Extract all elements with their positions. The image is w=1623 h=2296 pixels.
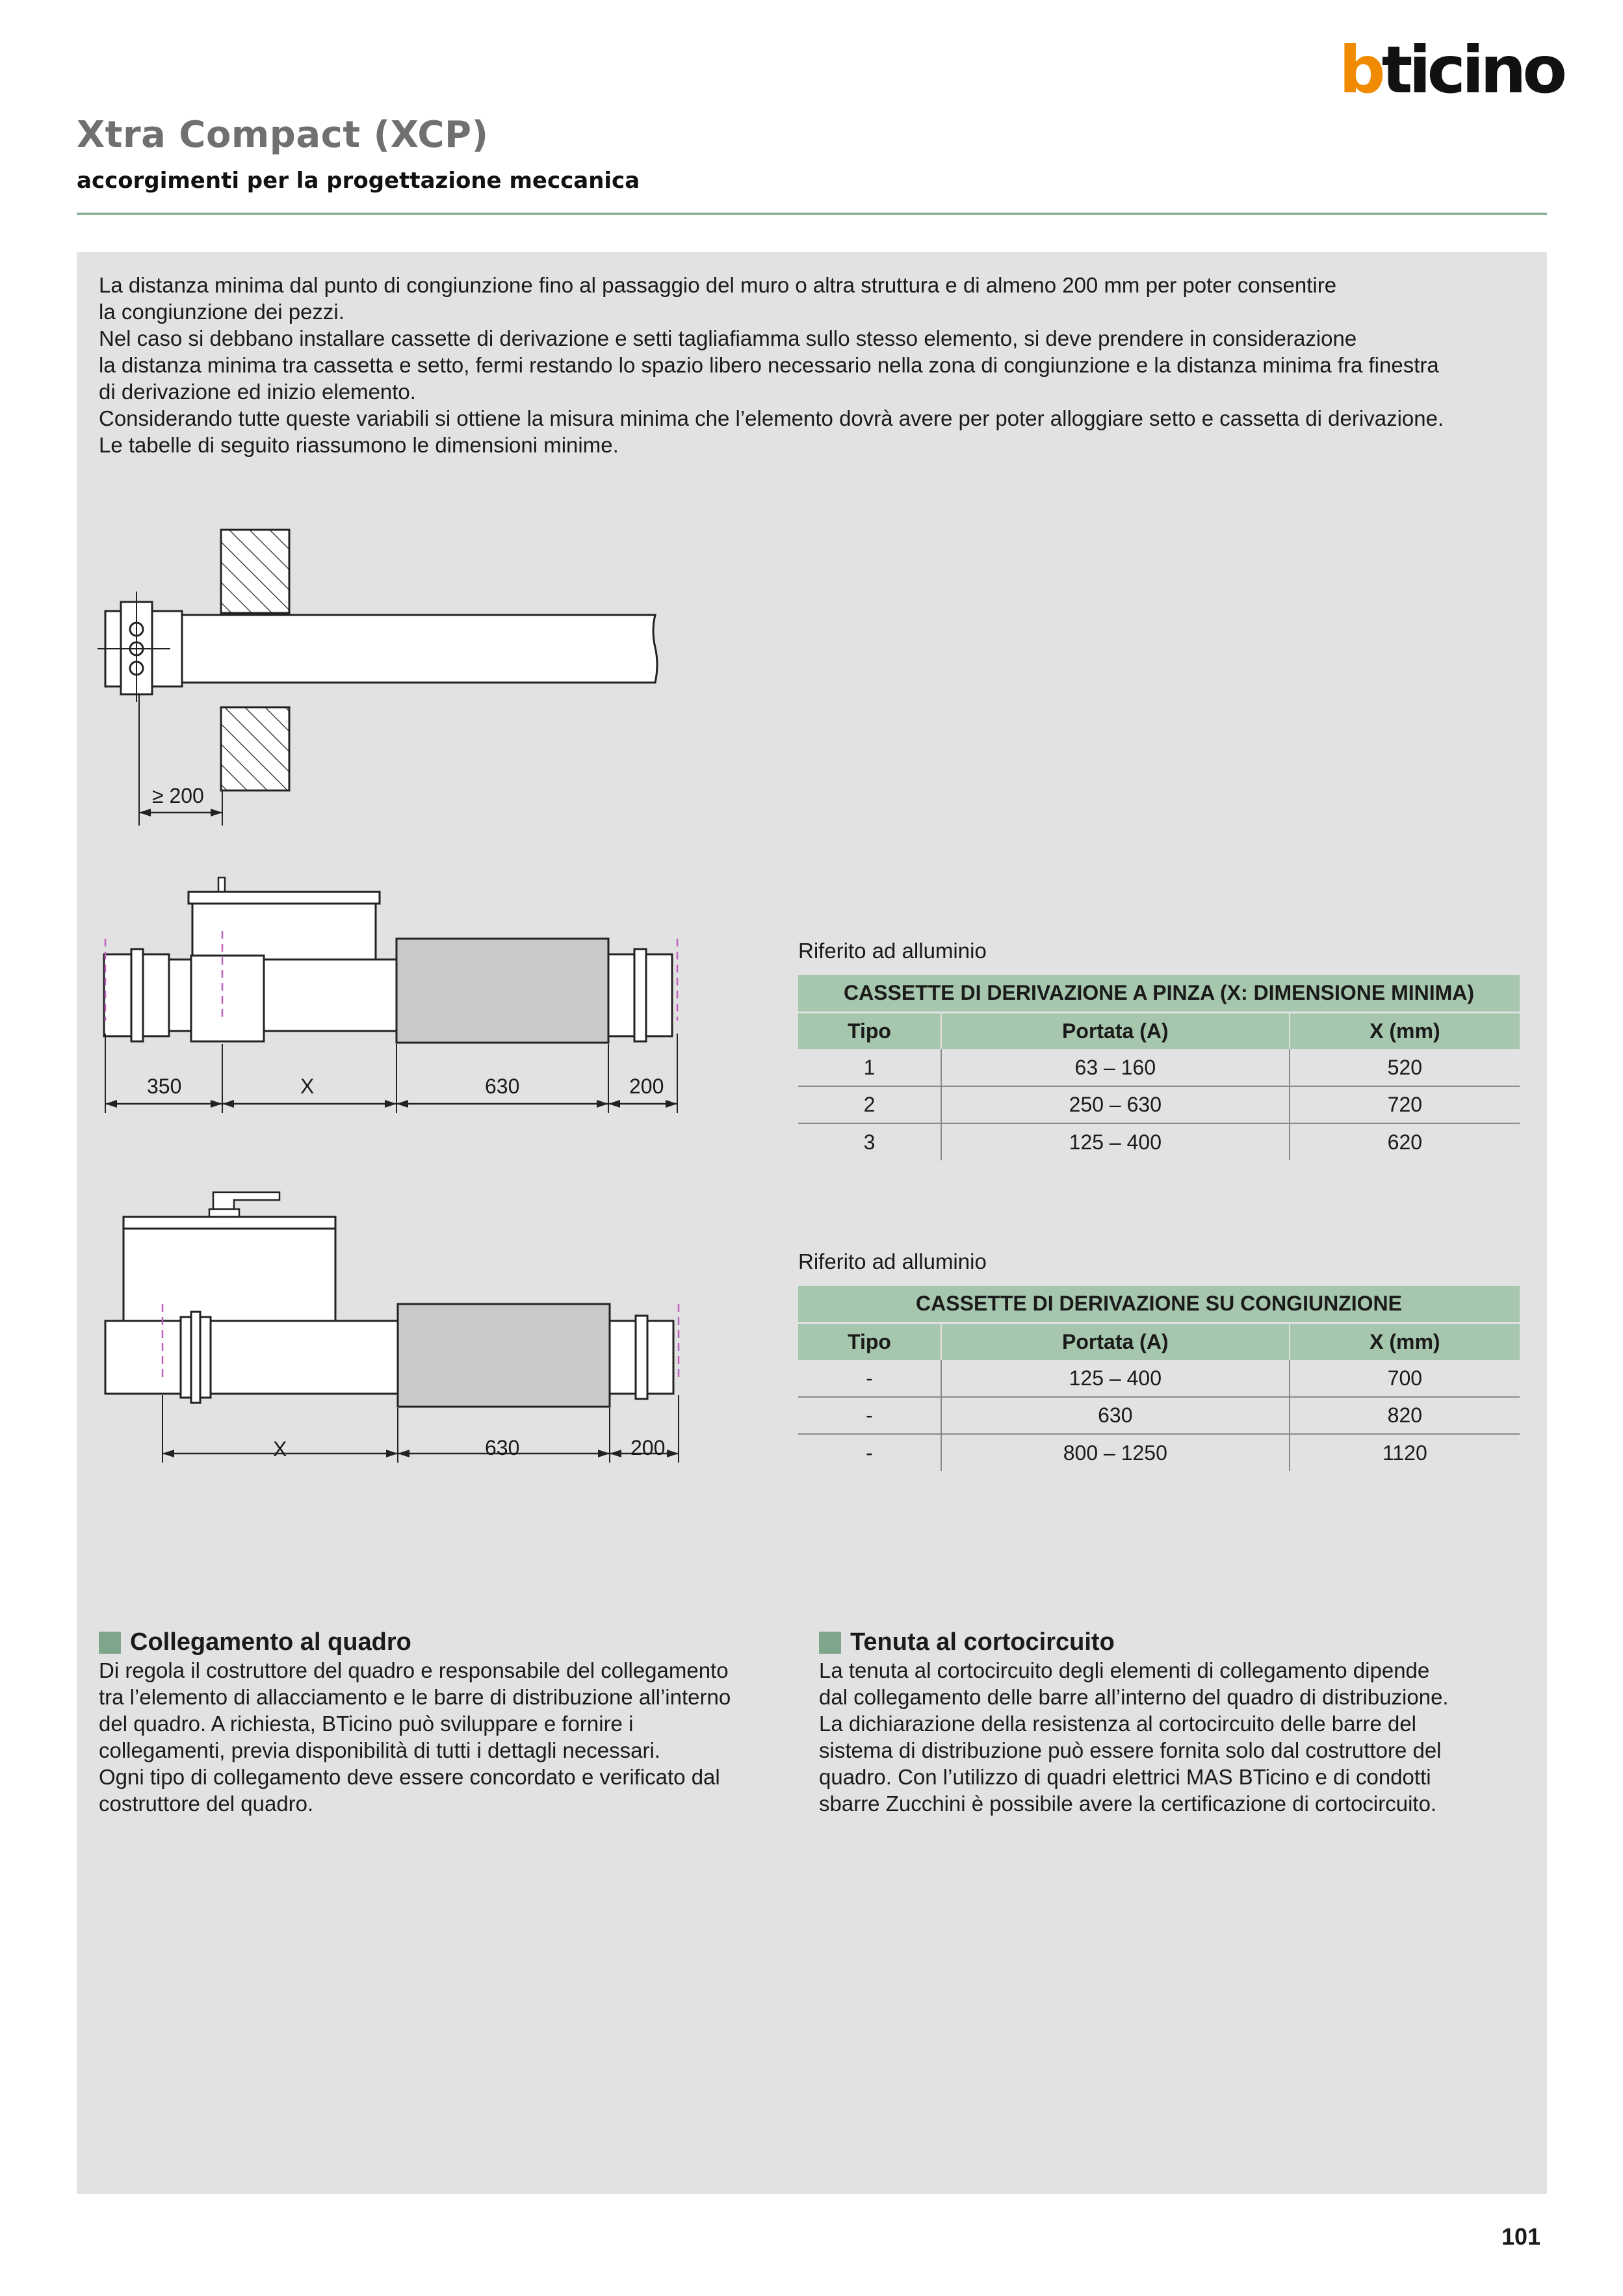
table1-header-tipo: Tipo <box>798 1012 941 1049</box>
clamp-dim-200: 200 <box>629 1075 664 1098</box>
table-cell: - <box>866 1441 873 1465</box>
table-cell: 3 <box>863 1130 876 1154</box>
section-tenuta-text: La tenuta al cortocircuito degli elementi di collegamento dipende dal collegamento delle barre all’interno del quadro di distribuzione. La dichiarazione della resistenza al cortocircuito delle barre del sistema di distribuzione può essere fornita solo dal costruttore del quadro. Con l’utilizzo di quadri elettrici MAS BTicino e di condotti sbarre Zucchini è possibile avere la certificazione di cortocircuito. <box>819 1658 1449 1816</box>
section-marker-icon <box>819 1632 841 1654</box>
wall-block-top <box>221 530 289 613</box>
table2-header-x: X (mm) <box>1290 1323 1520 1360</box>
section-tenuta-heading <box>819 1629 1508 1656</box>
table1-header-x: X (mm) <box>1290 1012 1520 1049</box>
clamp-dim-630: 630 <box>485 1075 520 1098</box>
joint-dim-x: X <box>273 1437 287 1461</box>
table-row <box>798 1123 1520 1160</box>
table2-caption: CASSETTE DI DERIVAZIONE SU CONGIUNZIONE <box>798 1286 1520 1323</box>
joint-dim-200: 200 <box>630 1436 666 1459</box>
table1-header-portata: Portata (A) <box>941 1012 1290 1049</box>
table-cell: 800 – 1250 <box>941 1434 1290 1471</box>
logo-b: b <box>1339 32 1382 108</box>
table-cell: 125 – 400 <box>941 1123 1290 1160</box>
table-cell: 250 – 630 <box>941 1086 1290 1123</box>
clamp-dim-350: 350 <box>147 1075 182 1098</box>
table-row <box>798 1049 1520 1086</box>
clamp-box-drawing <box>97 871 695 1131</box>
table-row <box>798 1360 1520 1397</box>
duct-body <box>182 615 657 683</box>
intro-paragraph: La distanza minima dal punto di congiunzione fino al passaggio del muro o altra struttura e di almeno 200 mm per poter consentire la congiunzione dei pezzi. Nel caso si debbano installare cassette di derivazione e setti tagliafiamma sullo stesso elemento, si deve prendere in considerazione la distanza minima tra cassetta e setto, fermi restando lo spazio libero necessario nella zona di congiunzione e la distanza minima fra finestra di derivazione ed inizio elemento. Considerando tutte queste variabili si ottiene la misura minima che l’elemento dovrà avere per poter alloggiare setto e cassetta di derivazione. Le tabelle di seguito riassumono le dimensioni minime. <box>99 273 1444 457</box>
table-cell: 820 <box>1290 1397 1520 1434</box>
table-cell: - <box>798 1360 941 1397</box>
section-collegamento-text: Di regola il costruttore del quadro e responsabile del collegamento tra l’elemento di allacciamento e le barre di distribuzione all’interno del quadro. A richiesta, BTicino può sviluppare e fornire i collegamenti, previa disponibilità di tutti i dettagli necessari. Ogni tipo di collegamento deve essere concordato e verificato dal costruttore del quadro. <box>99 1658 731 1816</box>
table-cell: 700 <box>1290 1360 1520 1397</box>
table1-reference: Riferito ad alluminio <box>798 939 987 963</box>
table-cell: 620 <box>1290 1123 1520 1160</box>
wall-block-bottom <box>221 707 289 790</box>
section-collegamento-title: Collegamento al quadro <box>130 1628 411 1656</box>
table-cell: 125 – 400 <box>941 1360 1290 1397</box>
wall-dim-label: ≥ 200 <box>152 784 204 807</box>
section-collegamento <box>99 1629 788 1817</box>
bticino-logo <box>1339 32 1564 108</box>
wall-passage-drawing <box>97 520 682 832</box>
clamp-dim-x: X <box>300 1075 315 1098</box>
joint-box-drawing <box>97 1183 695 1482</box>
logo-text: ticino <box>1381 32 1564 108</box>
section-tenuta <box>819 1629 1508 1817</box>
table-row <box>798 1086 1520 1123</box>
intro-text-block <box>99 272 1529 458</box>
table-cell: 2 <box>798 1086 941 1123</box>
table-row <box>798 1434 1520 1471</box>
joint-box-table <box>798 1286 1520 1471</box>
clamp-box-table <box>798 975 1520 1160</box>
section-marker-icon <box>99 1632 121 1654</box>
table2-header-portata: Portata (A) <box>941 1323 1290 1360</box>
section-collegamento-heading <box>99 1629 788 1656</box>
section-tenuta-title: Tenuta al cortocircuito <box>850 1628 1115 1656</box>
table1-caption: CASSETTE DI DERIVAZIONE A PINZA (X: DIMENSIONE MINIMA) <box>798 975 1520 1012</box>
table-row <box>798 1397 1520 1434</box>
table-cell: 1 <box>798 1049 941 1086</box>
table-cell: 520 <box>1290 1049 1520 1086</box>
table-cell: 1120 <box>1290 1434 1520 1471</box>
table2-header-tipo: Tipo <box>798 1323 941 1360</box>
table2-reference: Riferito ad alluminio <box>798 1249 987 1273</box>
page-number: 101 <box>1501 2223 1541 2250</box>
table-cell: 63 – 160 <box>941 1049 1290 1086</box>
page-title: Xtra Compact (XCP) <box>77 114 489 156</box>
joint-dim-630: 630 <box>485 1436 520 1459</box>
page-subtitle: accorgimenti per la progettazione meccanica <box>77 168 640 194</box>
header-divider <box>77 213 1547 215</box>
table-cell: - <box>798 1397 941 1434</box>
table-cell: 720 <box>1290 1086 1520 1123</box>
table-cell: 630 <box>941 1397 1290 1434</box>
